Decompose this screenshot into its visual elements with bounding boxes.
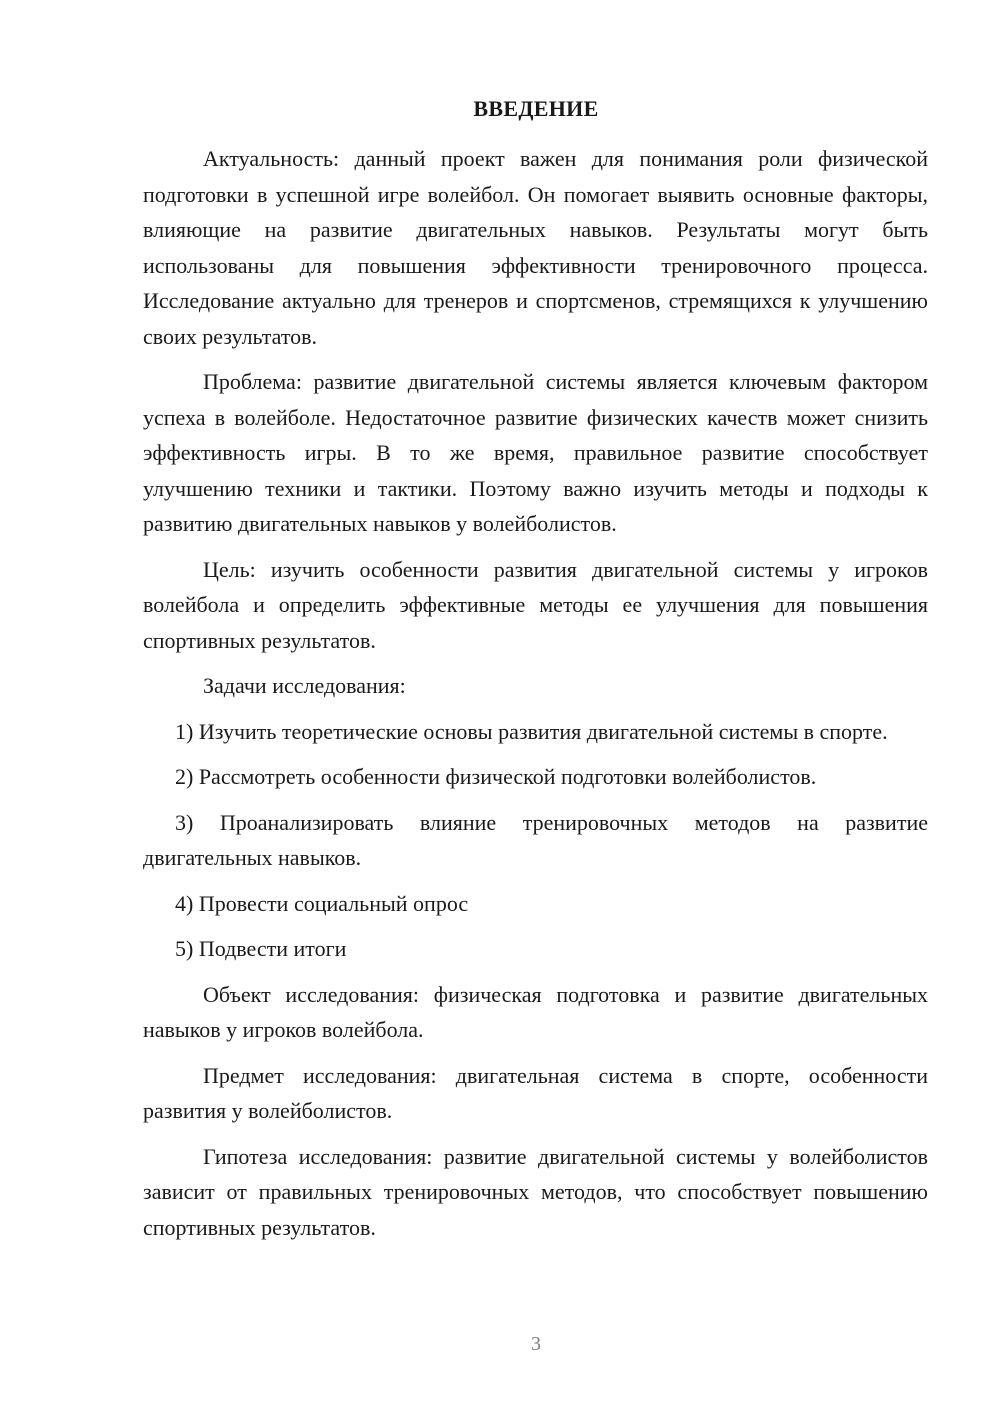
task-item-3: 3) Проанализировать влияние тренировочных методов на развитие двигательных навыков. (143, 809, 928, 870)
relevance-paragraph: Актуальность: данный проект важен для понимания роли физической подготовки в успешной игре волейбол. Он помогает выявить основные факторы, влияющие на развитие двигательных навыков. Результаты могут быть использованы для повышения эффективности тренировочного процесса. Исследование актуально для тренеров и спортсменов, стремящихся к улучшению своих результатов. (143, 146, 928, 349)
goal-paragraph: Цель: изучить особенности развития двигательной системы у игроков волейбола и определить эффективные методы ее улучшения для повышения спортивных результатов. (143, 556, 928, 653)
body-text (143, 141, 928, 1255)
section-title: ВВЕДЕНИЕ (473, 96, 599, 121)
tasks-heading: Задачи исследования: (203, 673, 406, 698)
task-item-2: 2) Рассмотреть особенности физической подготовки волейболистов. (175, 764, 817, 789)
task-item-1: 1) Изучить теоретические основы развития двигательной системы в спорте. (175, 718, 888, 744)
hypothesis-paragraph: Гипотеза исследования: развитие двигательной системы у волейболистов зависит от правильных тренировочных методов, что способствует повышению спортивных результатов. (143, 1143, 928, 1240)
task-item-4: 4) Провести социальный опрос (175, 890, 469, 916)
page-number: 3 (531, 1333, 541, 1355)
object-paragraph: Объект исследования: физическая подготовка и развитие двигательных навыков у игроков волейбола. (143, 981, 928, 1042)
task-item-5: 5) Подвести итоги (175, 936, 347, 961)
problem-paragraph: Проблема: развитие двигательной системы является ключевым фактором успеха в волейболе. Недостаточное развитие физических качеств может снизить эффективность игры. В то же время, правильное развитие способствует улучшению техники и тактики. Поэтому важно изучить методы и подходы к развитию двигательных навыков у волейболистов. (143, 369, 928, 536)
subject-paragraph: Предмет исследования: двигательная система в спорте, особенности развития у волейболистов. (143, 1062, 928, 1123)
